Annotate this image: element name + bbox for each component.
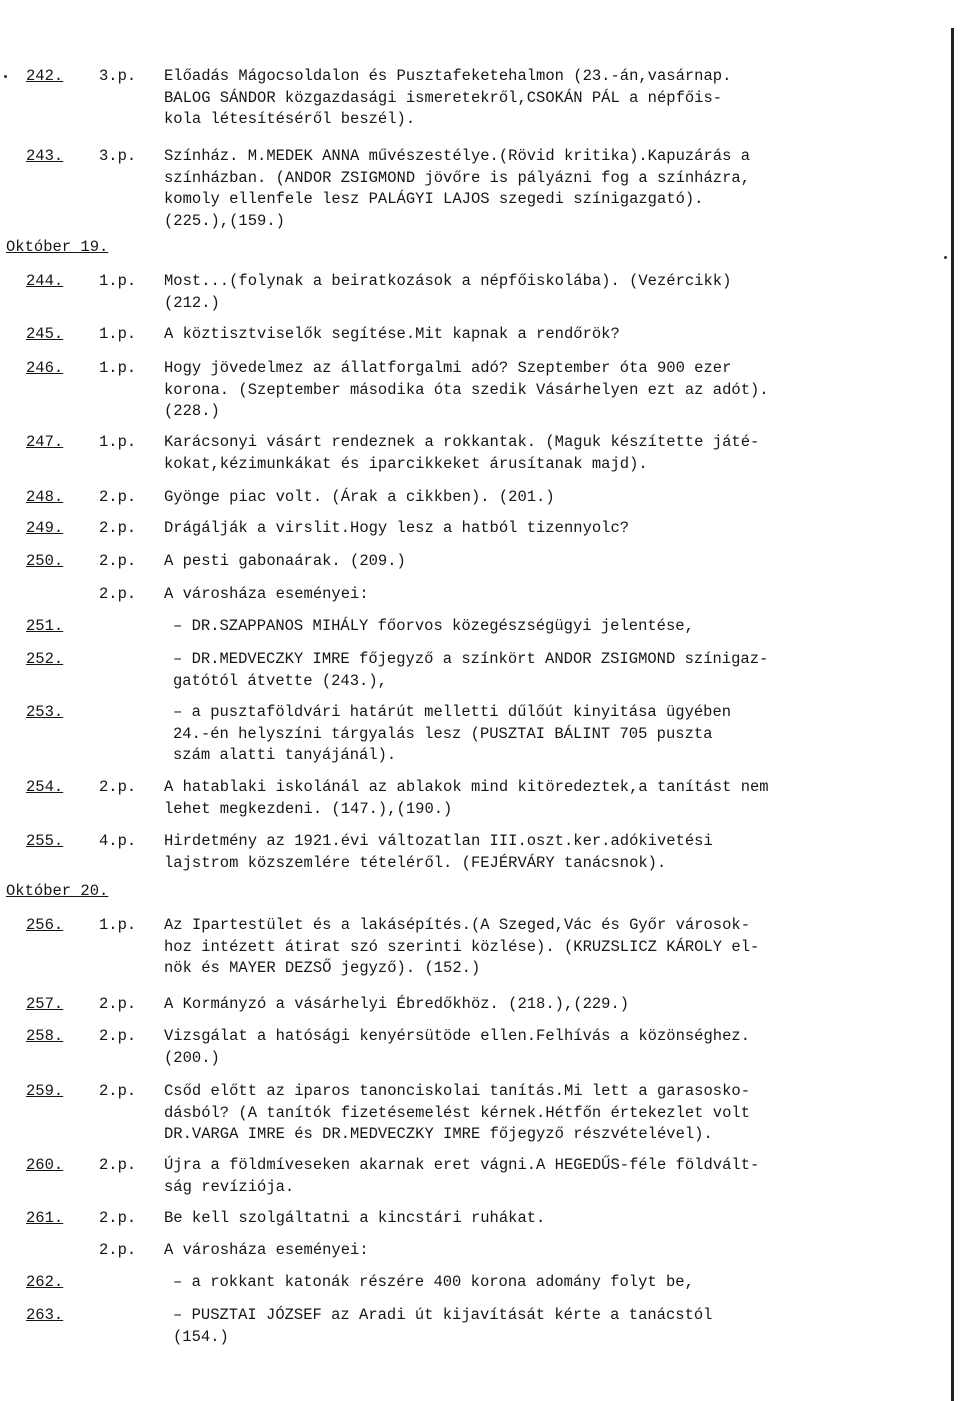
entry-page: 2.p. <box>99 488 137 506</box>
entry-number: 257. <box>26 995 64 1013</box>
entry-page: 2.p. <box>99 1082 137 1100</box>
entry-text: Drágálják a virslit.Hogy lesz a hatból tizennyolc? <box>164 519 630 537</box>
entry-number: 251. <box>26 617 64 635</box>
entry-text: Hogy jövedelmez az állatforgalmi adó? Szeptember óta 900 ezer korona. (Szeptember másodika óta szedik Vásárhelyen ezt az adót). (228.) <box>164 359 769 420</box>
entry-text: – PUSZTAI JÓZSEF az Aradi út kijavítását kérte a tanácstól (154.) <box>173 1306 713 1346</box>
entry-number: 255. <box>26 832 64 850</box>
entry-text: – a pusztaföldvári határút melletti dűlőút kinyitása ügyében 24.-én helyszíni tárgyalás lesz (PUSZTAI BÁLINT 705 puszta szám alatti tanyájánál). <box>173 703 732 764</box>
entry-text: – a rokkant katonák részére 400 korona adomány folyt be, <box>173 1273 694 1291</box>
right-margin-rule <box>951 28 954 1401</box>
date-heading: Október 19. <box>6 238 109 256</box>
entry-page: 1.p. <box>99 359 137 377</box>
entry-page: 2.p. <box>99 778 137 796</box>
entry-text: Csőd előtt az iparos tanonciskolai tanítás.Mi lett a garasosko- dásból? (A tanítók fizetésemelést kérnek.Hétfőn értekezlet volt DR.VARGA IMRE és DR.MEDVECZKY IMRE főjegyző részvételével). <box>164 1082 750 1143</box>
entry-text: Újra a földmíveseken akarnak eret vágni.A HEGEDŰS-féle földvált- ság revíziója. <box>164 1156 760 1196</box>
entry-text: Előadás Mágocsoldalon és Pusztafeketehalmon (23.-án,vasárnap. BALOG SÁNDOR közgazdasági ismeretekről,CSOKÁN PÁL a népfőis- kola létesítéséről beszél). <box>164 67 732 128</box>
entry-number: 253. <box>26 703 64 721</box>
entry-page: 2.p. <box>99 1209 137 1227</box>
entry-page: 1.p. <box>99 272 137 290</box>
entry-page: 2.p. <box>99 1241 137 1259</box>
top-rule <box>0 0 960 4</box>
entry-page: 2.p. <box>99 1156 137 1174</box>
entry-text: A hatablaki iskolánál az ablakok mind kitöredeztek,a tanítást nem lehet megkezdeni. (147.),(190.) <box>164 778 769 818</box>
entry-text: Az Ipartestület és a lakásépítés.(A Szeged,Vác és Győr városok- hoz intézett átirat szó szerinti közlése). (KRUZSLICZ KÁROLY el- nök és MAYER DEZSŐ jegyző). (152.) <box>164 916 760 977</box>
entry-number: 263. <box>26 1306 64 1324</box>
entry-number: 247. <box>26 433 64 451</box>
entry-text: Gyönge piac volt. (Árak a cikkben). (201.) <box>164 488 555 506</box>
date-heading: Október 20. <box>6 882 109 900</box>
entry-page: 4.p. <box>99 832 137 850</box>
entry-page: 1.p. <box>99 325 137 343</box>
entry-text: A köztisztviselők segítése.Mit kapnak a rendőrök? <box>164 325 620 343</box>
entry-text: Színház. M.MEDEK ANNA művészestélye.(Rövid kritika).Kapuzárás a színházban. (ANDOR ZSIGMOND jövőre is pályázni fog a színházra, komoly ellenfele lesz PALÁGYI LAJOS szegedi színigazgató). (225.),(159.) <box>164 147 750 230</box>
entry-number: 256. <box>26 916 64 934</box>
entry-page: 2.p. <box>99 585 137 603</box>
margin-dot <box>944 256 947 259</box>
entry-text: A városháza eseményei: <box>164 1241 369 1259</box>
entry-text: Most...(folynak a beiratkozások a népfőiskolába). (Vezércikk) (212.) <box>164 272 732 312</box>
entry-number: 252. <box>26 650 64 668</box>
entry-text: Karácsonyi vásárt rendeznek a rokkantak. (Maguk készítette játé- kokat,kézimunkákat és iparcikkeket árusítanak majd). <box>164 433 760 473</box>
margin-dot <box>4 75 7 78</box>
entry-number: 254. <box>26 778 64 796</box>
entry-number: 259. <box>26 1082 64 1100</box>
entry-text: A Kormányzó a vásárhelyi Ébredőkhöz. (218.),(229.) <box>164 995 630 1013</box>
entry-text: – DR.MEDVECZKY IMRE főjegyző a színkört ANDOR ZSIGMOND színigaz- gatótól átvette (243.), <box>173 650 769 690</box>
entry-text: Hirdetmény az 1921.évi változatlan III.oszt.ker.adókivetési lajstrom közszemlére tételéről. (FEJÉRVÁRY tanácsnok). <box>164 832 713 872</box>
entry-number: 244. <box>26 272 64 290</box>
entry-number: 248. <box>26 488 64 506</box>
entry-text: – DR.SZAPPANOS MIHÁLY főorvos közegészségügyi jelentése, <box>173 617 694 635</box>
entry-number: 258. <box>26 1027 64 1045</box>
entry-number: 242. <box>26 67 64 85</box>
entry-number: 250. <box>26 552 64 570</box>
entry-number: 245. <box>26 325 64 343</box>
entry-number: 260. <box>26 1156 64 1174</box>
entry-page: 1.p. <box>99 433 137 451</box>
entry-page: 2.p. <box>99 1027 137 1045</box>
entry-text: Vizsgálat a hatósági kenyérsütöde ellen.Felhívás a közönséghez. (200.) <box>164 1027 750 1067</box>
entry-text: Be kell szolgáltatni a kincstári ruhákat. <box>164 1209 546 1227</box>
entry-number: 243. <box>26 147 64 165</box>
entry-page: 1.p. <box>99 916 137 934</box>
entry-page: 2.p. <box>99 995 137 1013</box>
entry-page: 2.p. <box>99 552 137 570</box>
entry-text: A városháza eseményei: <box>164 585 369 603</box>
entry-page: 2.p. <box>99 519 137 537</box>
entry-number: 246. <box>26 359 64 377</box>
entry-page: 3.p. <box>99 67 137 85</box>
entry-text: A pesti gabonaárak. (209.) <box>164 552 406 570</box>
entry-number: 261. <box>26 1209 64 1227</box>
entry-number: 262. <box>26 1273 64 1291</box>
entry-number: 249. <box>26 519 64 537</box>
entry-page: 3.p. <box>99 147 137 165</box>
